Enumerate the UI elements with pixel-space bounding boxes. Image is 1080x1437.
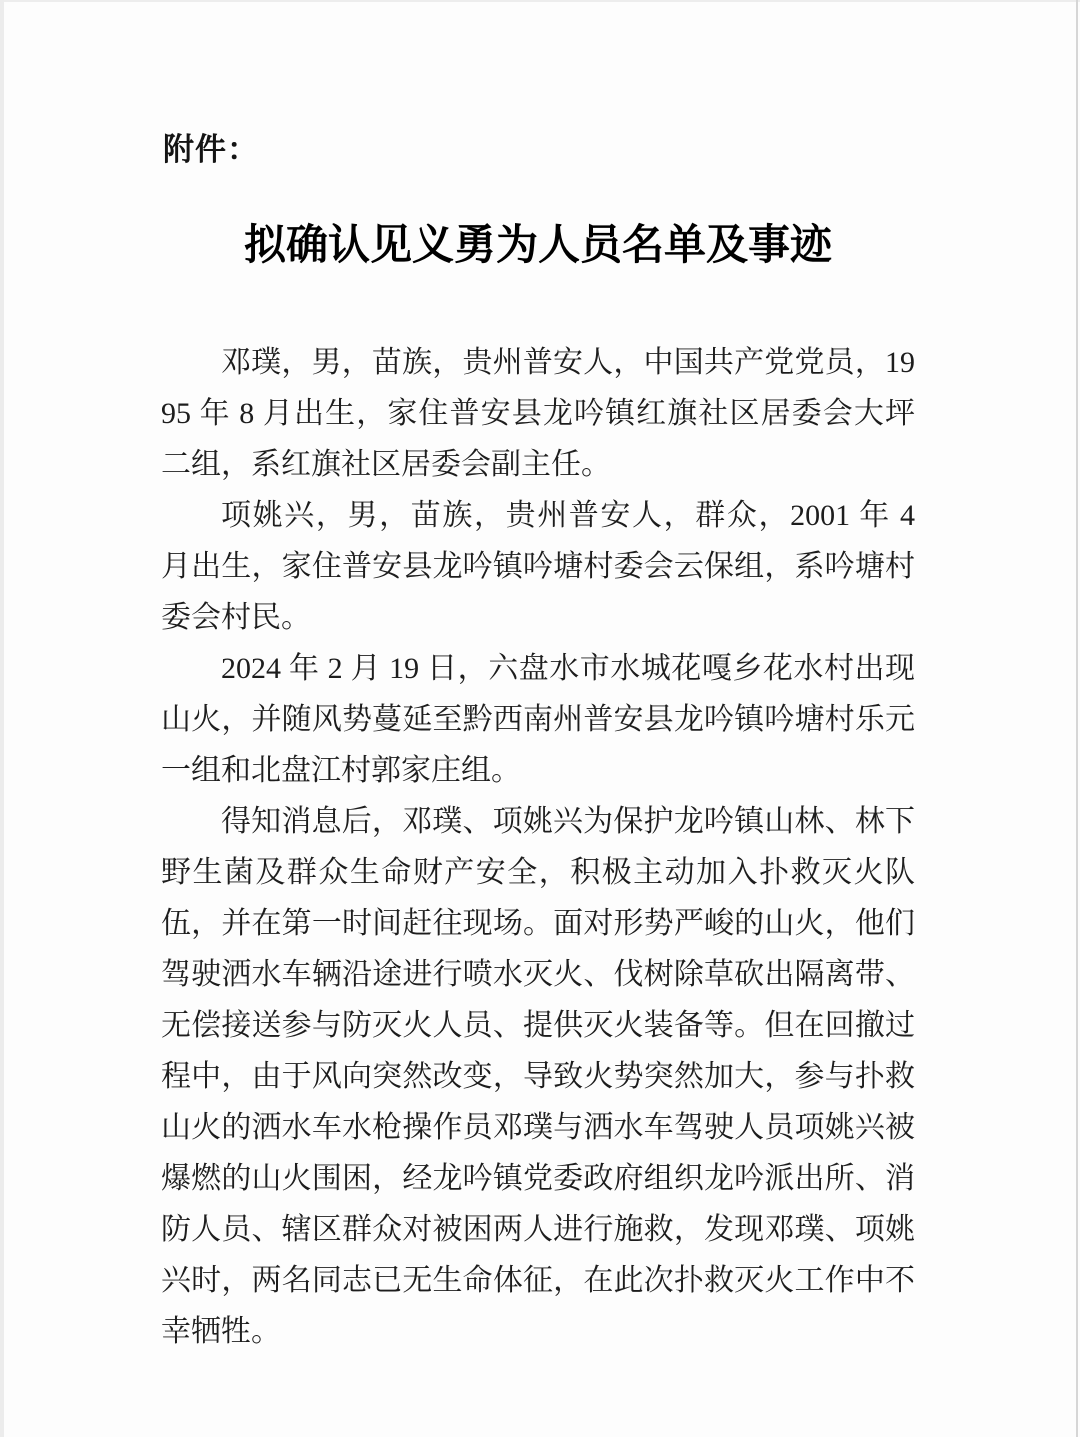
page-right-edge <box>1076 0 1078 1437</box>
paragraph: 得知消息后，邓璞、项姚兴为保护龙吟镇山林、林下野生菌及群众生命财产安全，积极主动加入扑救灭火队伍，并在第一时间赶往现场。面对形势严峻的山火，他们驾驶洒水车辆沿途进行喷水灭火、伐树除草砍出隔离带、无偿接送参与防灭火人员、提供灭火装备等。但在回撤过程中，由于风向突然改变，导致火势突然加大，参与扑救山火的洒水车水枪操作员邓璞与洒水车驾驶人员项姚兴被爆燃的山火围困，经龙吟镇党委政府组织龙吟派出所、消防人员、辖区群众对被困两人进行施救，发现邓璞、项姚兴时，两名同志已无生命体征，在此次扑救灭火工作中不幸牺牲。 <box>161 805 915 1348</box>
document-title: 拟确认见义勇为人员名单及事迹 <box>243 223 832 269</box>
page-left-edge <box>0 0 4 1437</box>
document-body <box>161 337 915 1357</box>
paragraph: 邓璞，男，苗族，贵州普安人，中国共产党党员，1995 年 8 月出生，家住普安县龙吟镇红旗社区居委会大坪二组，系红旗社区居委会副主任。 <box>161 346 915 481</box>
paragraph: 项姚兴，男，苗族，贵州普安人，群众，2001 年 4 月出生，家住普安县龙吟镇吟塘村委会云保组，系吟塘村委会村民。 <box>161 499 915 634</box>
page-top-edge <box>0 0 1080 2</box>
paragraph: 2024 年 2 月 19 日，六盘水市水城花嘎乡花水村出现山火，并随风势蔓延至黔西南州普安县龙吟镇吟塘村乐元一组和北盘江村郭家庄组。 <box>161 652 915 787</box>
attachment-label: 附件： <box>163 132 259 167</box>
